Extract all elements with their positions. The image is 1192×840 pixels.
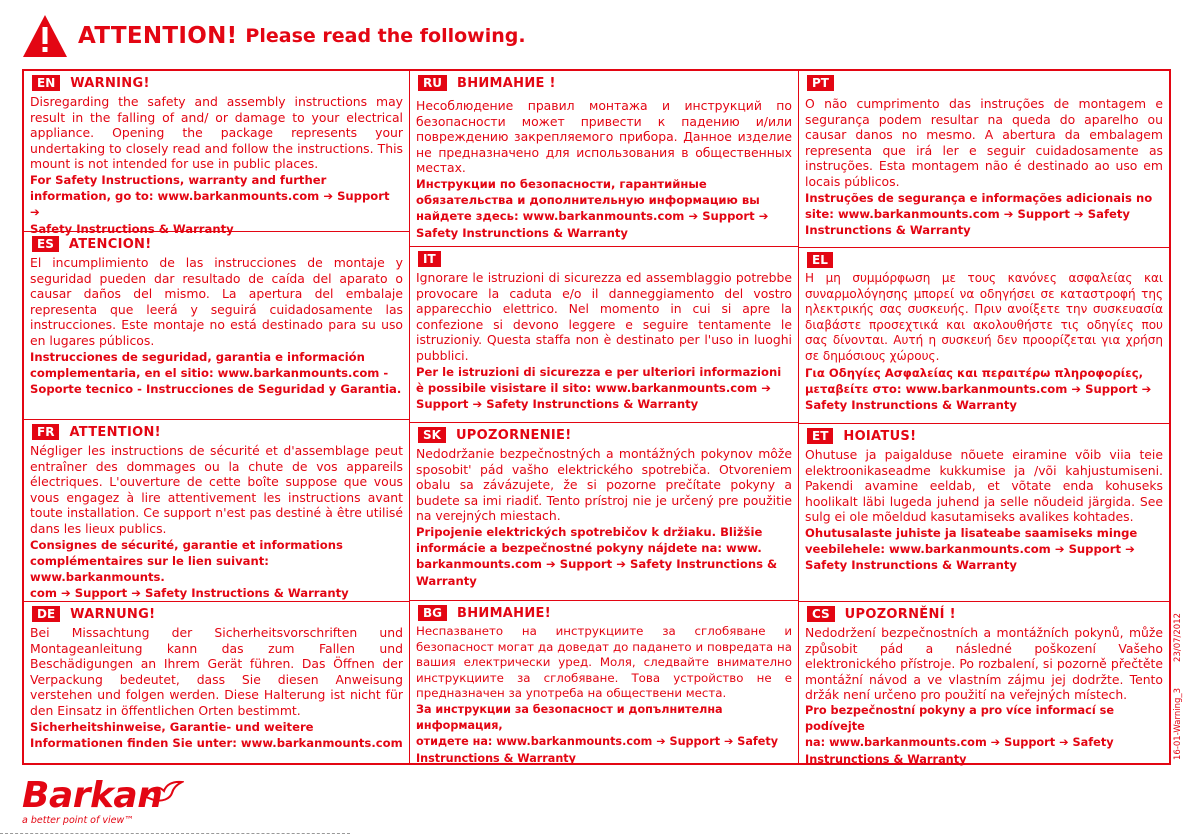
arrow-icon: ➔ [323, 189, 334, 204]
logo-tagline: a better point of view™ [22, 815, 134, 826]
lang-code-es: ES [32, 236, 59, 252]
section-bg [410, 600, 798, 767]
section-link-et: Ohutusalaste juhiste ja lisateabe saamiseks minge veebilehele: www.barkanmounts.com ➔ Support ➔ Safety Instrunctions & Warranty [805, 525, 1138, 573]
arrow-icon: ➔ [656, 735, 666, 749]
section-ru [410, 71, 798, 241]
section-body-ru: Несоблюдение правил монтажа и инструкций по безопасности может привести к падению и/или повреждению закрепляемого прибора. Данное изделие не предназначено для использования в общественных местах. [416, 98, 792, 176]
barkan-logo [22, 777, 162, 826]
arrow-icon: ➔ [30, 205, 40, 220]
lang-code-fr: FR [32, 424, 59, 440]
section-body-cs: Nedodržení bezpečnostních a montážních pokynů, může způsobit pád a následné poškození Vašeho elektronického přístroje. Po rozbalení, si pozorně přečtěte montážní návod a ve vlastním zájmu jej dodržte. Tento držák není určeno pro použití na veřejných místech. [805, 625, 1163, 703]
column-1 [24, 71, 410, 763]
arrow-icon: ➔ [761, 380, 771, 395]
section-title-bg: ВНИМАНИЕ! [457, 605, 551, 621]
section-title-de: WARNUNG! [70, 606, 156, 622]
section-body-sk: Nedodržanie bezpečnostných a montážných pokynov môže sposobit' pád vašho elektrického spotrebiča. Otvoreniem obalu sa závázujete, že si pozorne prečítate pokyny a budete sa imi riadiť. Tento prístroj nie je určený pre použitie na verejných miestach. [416, 446, 792, 524]
header [22, 12, 526, 60]
arrow-icon: ➔ [60, 586, 71, 601]
column-2 [410, 71, 799, 763]
arrow-icon: ➔ [131, 586, 141, 601]
lang-code-cs: CS [807, 606, 835, 622]
please-read-heading: Please read the following. [245, 25, 526, 47]
section-es [24, 231, 409, 397]
arrow-icon: ➔ [688, 209, 699, 224]
section-sk [410, 422, 798, 589]
section-body-pt: O não cumprimento das instruções de montagem e segurança podem resultar na queda do aparelho ou causar danos no mesmo. A abertura da embalagem representa que irá ler e seguir cuidadosamente as instruções. Esta montagem não é destinado ao uso em locais públicos. [805, 96, 1163, 189]
lang-code-it: IT [418, 251, 441, 267]
arrow-icon: ➔ [546, 557, 556, 572]
arrow-icon: ➔ [1074, 206, 1084, 221]
arrow-icon: ➔ [724, 735, 734, 749]
section-title-ru: ВНИМАНИЕ ! [456, 75, 556, 91]
attention-heading: ATTENTION! [78, 23, 238, 49]
section-title-en: WARNING! [70, 75, 150, 91]
section-link-pt: Instruções de segurança e informações adicionais no site: www.barkanmounts.com ➔ Support ➔ Safety Instrunctions & Warranty [805, 190, 1153, 237]
section-body-it: Ignorare le istruzioni di sicurezza ed assemblaggio potrebbe provocare la caduta e/o il danneggiamento del vostro apparecchio elettrico. Nel momento in cui si apre la confezione si devono leggere e seguire tentamente le istruzioniy. Questa staffa non è destinato per l'uso in luoghi pubblici. [416, 270, 792, 363]
section-title-es: ATENCION! [68, 236, 152, 252]
column-3 [799, 71, 1169, 766]
warnings-frame [22, 69, 1171, 765]
section-link-en: For Safety Instructions, warranty and further information, go to: www.barkanmounts.com ➔ Support ➔ Safety Instructions & Warranty [30, 172, 390, 236]
arrow-icon: ➔ [616, 557, 626, 572]
section-title-sk: UPOZORNENIE! [455, 427, 572, 443]
arrow-icon: ➔ [1054, 542, 1065, 557]
section-link-cs: Pro bezpečnostní pokyny a pro více informací se podívejte na: www.barkanmounts.com ➔ Support ➔ Safety Instrunctions & Warranty [805, 703, 1115, 766]
section-link-it: Per le istruzioni di sicurezza e per ulteriori informazioni è possibile visistare il sito: www.barkanmounts.com ➔ Support ➔ Safety Instrunctions & Warranty [416, 364, 782, 411]
section-body-el: Η μη συμμόρφωση με τους κανόνες ασφαλείας και συναρμολόγησης μπορεί να οδηγήσει σε καταστροφή της ηλεκτρικής σας συσκευής. Πριν ανοίξετε την συσκευασία διαβάστε προσεχτικά και ακολουθήστε τις οδηγίες που σας δίνονται. Αυτή η συσκευή δεν προορίζεται για χρήση σε δημόσιους χώρους. [805, 271, 1163, 363]
bird-logo-icon [144, 779, 184, 809]
lang-code-de: DE [32, 606, 60, 622]
section-title-cs: UPOZORNĚNÍ ! [844, 606, 956, 622]
arrow-icon: ➔ [1141, 381, 1152, 396]
arrow-icon: ➔ [1059, 736, 1069, 750]
lang-code-ru: RU [418, 75, 447, 91]
lang-code-el: EL [807, 252, 833, 268]
section-link-el: Για Οδηγίες Ασφαλείας και περαιτέρω πληροφορίες, μεταβείτε στο: www.barkanmounts.com ➔ Support ➔ Safety Instrunctions & Warranty [805, 365, 1152, 412]
section-it [410, 246, 798, 412]
lang-code-sk: SK [418, 427, 446, 443]
section-body-de: Bei Missachtung der Sicherheitsvorschriften und Montageanleitung kann das zum Fallen und Beschädigungen an Ihrem Gerät führen. Das Öffnen der Verpackung bedeutet, dass Sie diesen Anweisung verstehen und folgen werden. Diese Halterung ist nicht für den Einsatz in öffentlichen Orten bestimmt. [30, 625, 403, 718]
arrow-icon: ➔ [758, 209, 769, 224]
arrow-icon: ➔ [472, 396, 483, 411]
doc-id-text: 16-01-Warning_3 [1173, 687, 1183, 760]
arrow-icon: ➔ [1003, 206, 1014, 221]
section-link-de: Sicherheitshinweise, Garantie- und weitere Informationen finden Sie unter: www.barkanmounts.com [30, 719, 403, 750]
section-link-bg: За инструкции за безопасност и допълнителна информация, отидете на: www.barkanmounts.com ➔ Support ➔ Safety Instrunctions & Warranty [416, 702, 778, 765]
logo-wordmark: Barkan [22, 775, 163, 816]
section-et [799, 423, 1169, 574]
section-cs [799, 601, 1169, 768]
section-en [24, 71, 409, 237]
arrow-icon: ➔ [1125, 542, 1135, 557]
section-body-es: El incumplimiento de las instrucciones de montaje y seguridad pueden dar resultado de caída del aparato o causar daños del mismo. La apertura del embalaje representa que leerá y seguirá cuidadosamente las instrucciones. Este montaje no está destinado para su uso en lugares públicos. [30, 255, 403, 348]
section-link-sk: Pripojenie elektrických spotrebičov k držiaku. Bližšie informácie a bezpečnostné pokyny nájdete na: www. barkanmounts.com ➔ Support ➔ Safety Instrunctions & Warranty [416, 524, 778, 588]
section-body-bg: Неспазването на инструкциите за сглобяване и безопасност могат да доведат до падането и повредата на вашия електрически уред. Моля, следвайте внимателно инструкциите за сглобяване. Това устройство не е предназначен за употреба на обществени места. [416, 624, 792, 701]
section-pt [799, 71, 1169, 238]
section-link-fr: Consignes de sécurité, garantie et informations complémentaires sur le lien suivant: www.barkanmounts. com ➔ Support ➔ Safety Instructions & Warranty [30, 537, 349, 601]
document-id [1173, 587, 1183, 760]
section-link-ru: Инструкции по безопасности, гарантийные обязательства и дополнительную информацию вы найдете здесь: www.barkanmounts.com ➔ Support ➔ Safety Instrunctions & Warranty [416, 176, 769, 240]
section-el [799, 247, 1169, 413]
warning-triangle-icon [22, 14, 68, 58]
section-body-en: Disregarding the safety and assembly instructions may result in the falling of and/ or damage to your electrical appliance. Opening the package represents your undertaking to closely read and follow the instructions. This mount is not intended for use in public places. [30, 94, 403, 172]
section-link-es: Instrucciones de seguridad, garantia e información complementaria, en el sitio: www.barkanmounts.com - Soporte tecnico - Instrucciones de Seguridad y Garantia. [30, 349, 402, 396]
section-body-et: Ohutuse ja paigalduse nõuete eiramine võib viia teie elektroonikaseadme kukkumise ja /või kahjustumiseni. Pakendi avamine eeldab, et võtate enda kohuseks hoolikalt läbi lugeda juhend ja selle nõudeid järgida. See sulg ei ole mõeldud kasutamiseks avalikes kohtades. [805, 447, 1163, 525]
bottom-divider [0, 833, 350, 835]
section-fr [24, 419, 409, 601]
section-de [24, 601, 409, 751]
doc-date-text: 23/07/2012 [1173, 612, 1183, 662]
lang-code-pt: PT [807, 75, 834, 91]
lang-code-et: ET [807, 428, 833, 444]
arrow-icon: ➔ [990, 736, 1001, 750]
lang-code-en: EN [32, 75, 60, 91]
arrow-icon: ➔ [1071, 381, 1082, 396]
section-title-fr: ATTENTION! [69, 424, 161, 440]
section-body-fr: Négliger les instructions de sécurité et d'assemblage peut entraîner des dommages ou la chute de vos appareils électriques. L'ouverture de cette boîte suppose que vous vous engagez à lire attentivement les instructions avant toute installation. Ce support n'est pas destiné à être utilisé dans les lieux publics. [30, 443, 403, 536]
lang-code-bg: BG [418, 605, 447, 621]
section-title-et: HOIATUS! [843, 428, 917, 444]
